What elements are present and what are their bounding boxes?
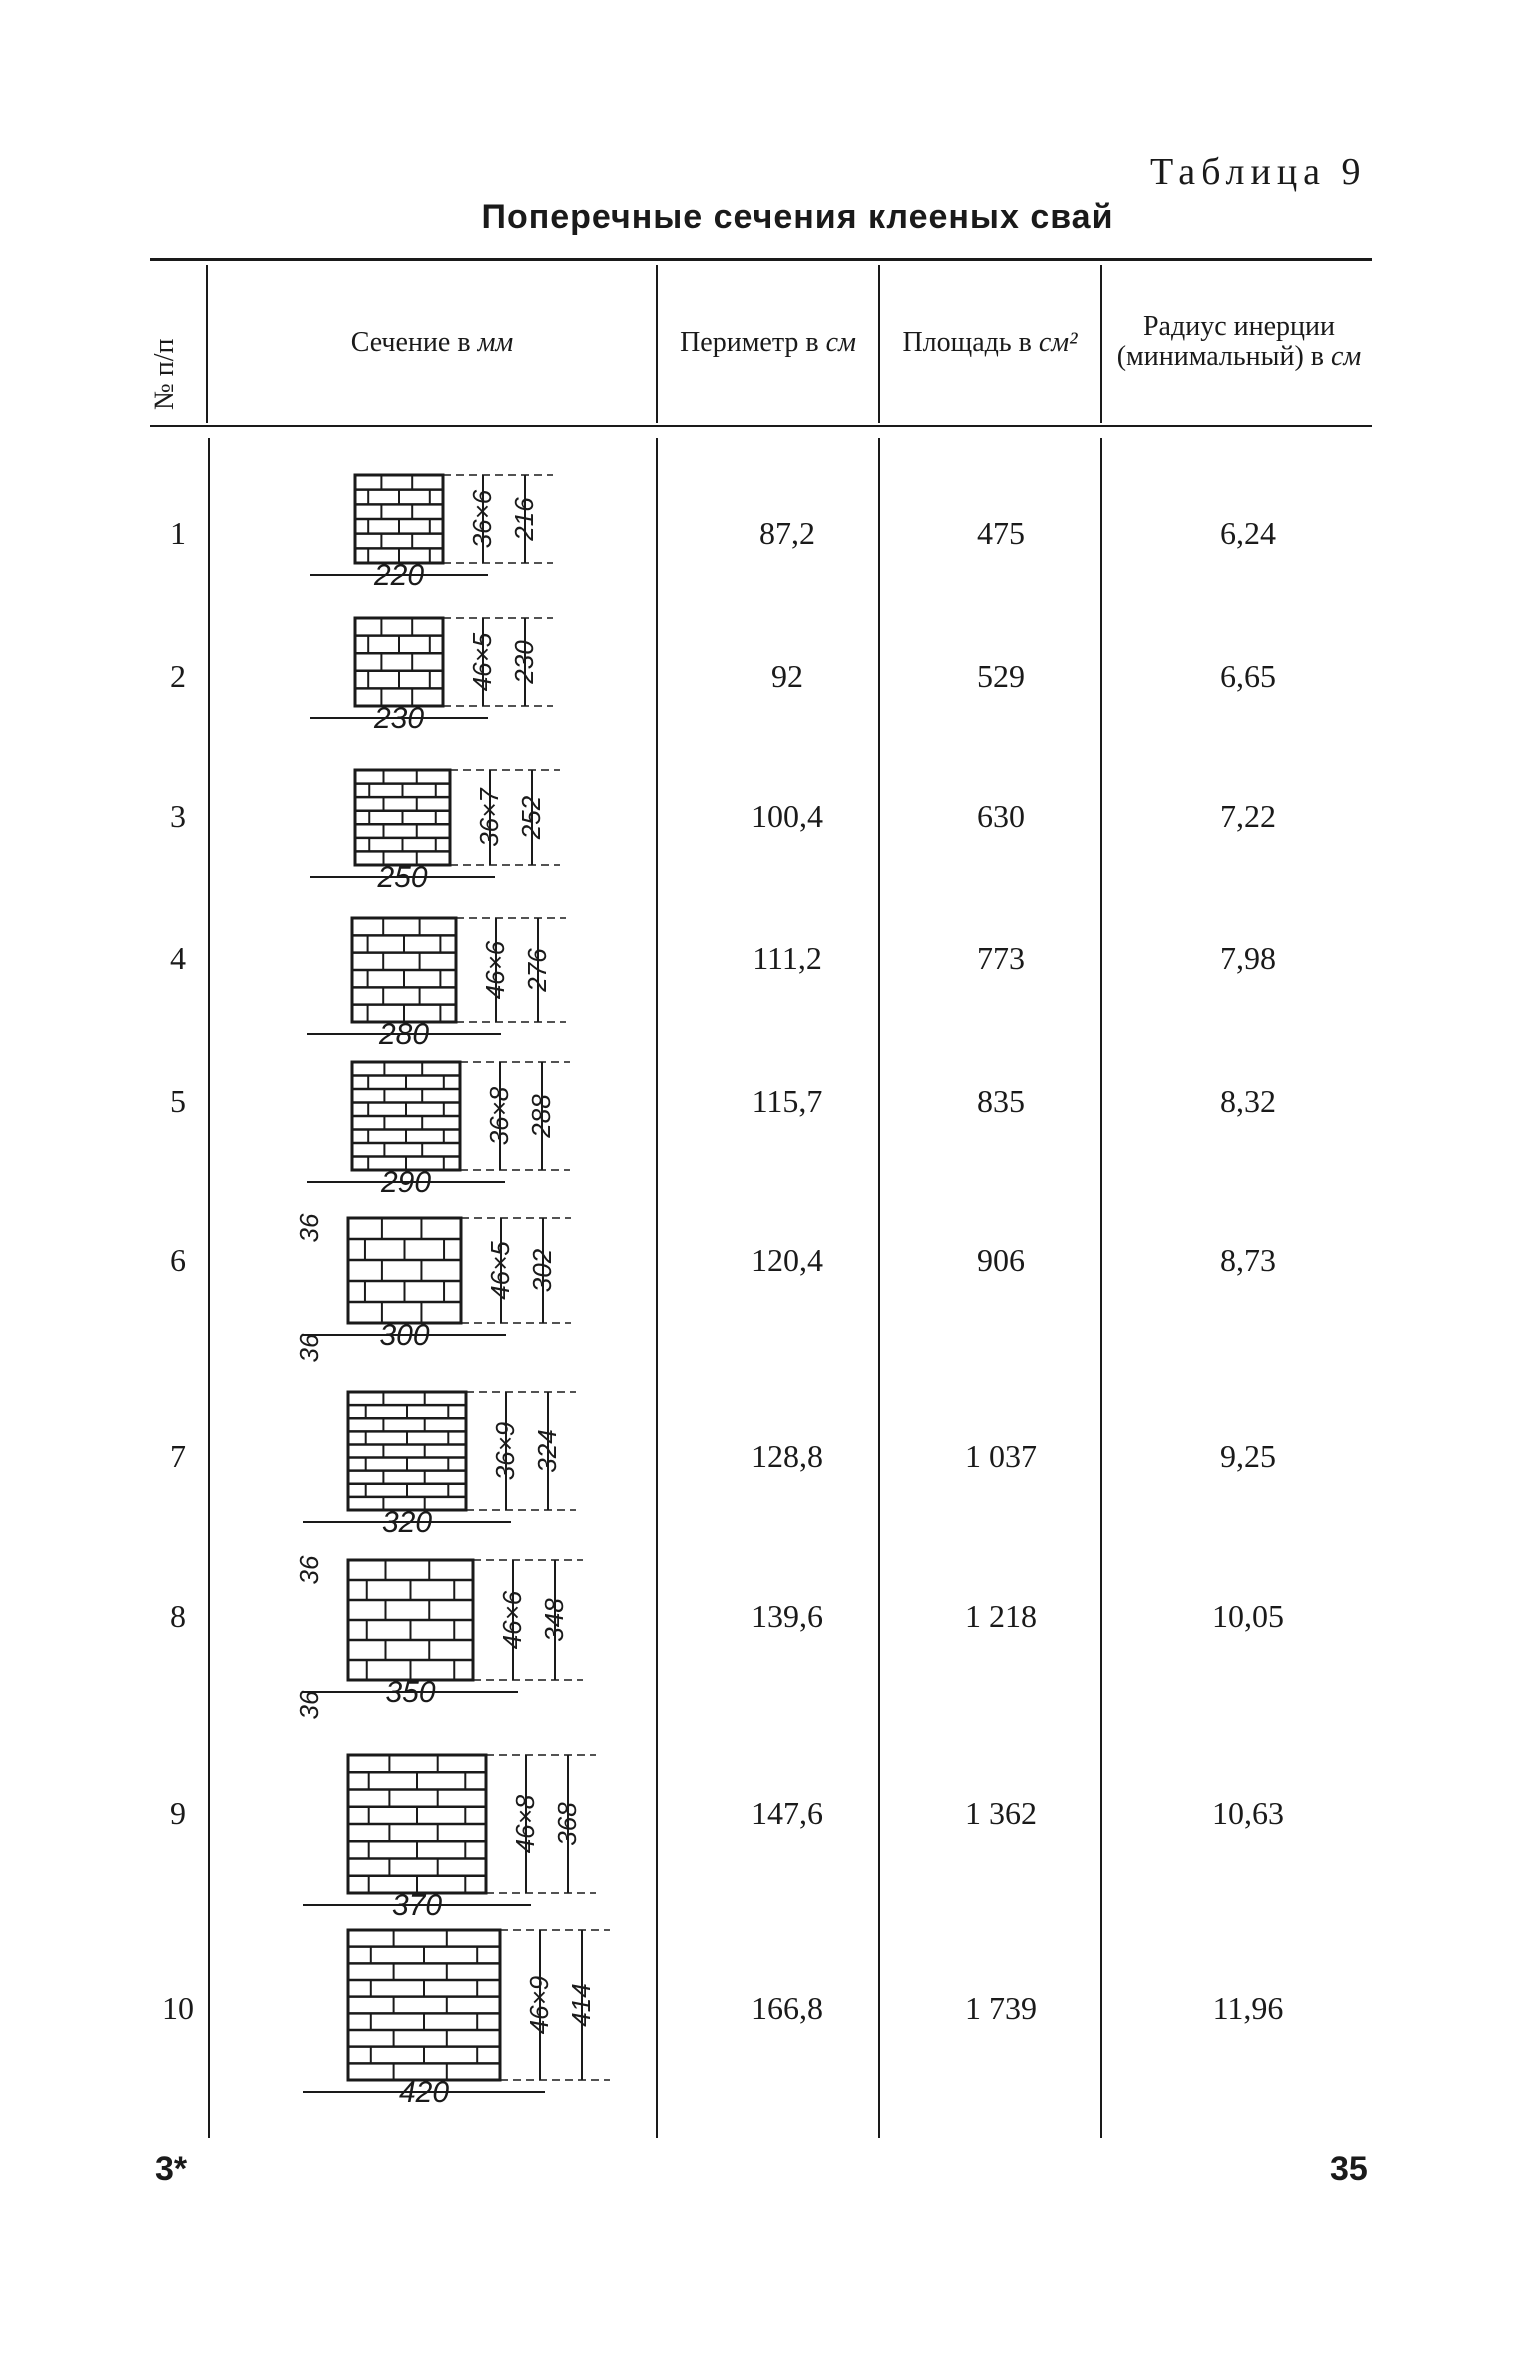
edge-dimension-label: 36 <box>294 1213 324 1243</box>
header-rule <box>150 425 1372 427</box>
header-radius: Радиус инерции (минимальный) в см <box>1116 311 1362 372</box>
row-10-radius: 11,96 <box>1212 1990 1284 2026</box>
width-label: 420 <box>398 2076 450 2109</box>
layers-label: 46×8 <box>510 1794 540 1854</box>
layers-label: 46×5 <box>467 632 497 692</box>
layers-label: 46×6 <box>480 940 510 1000</box>
row-8-area: 1 218 <box>965 1598 1037 1634</box>
row-10-n: 10 <box>162 1990 194 2026</box>
row-10-area: 1 739 <box>965 1990 1037 2026</box>
row-6-n: 6 <box>170 1242 186 1278</box>
height-label: 276 <box>522 948 552 992</box>
table-label: Таблица 9 <box>1150 151 1367 193</box>
row-9-n: 9 <box>170 1795 186 1831</box>
table-title: Поперечные сечения клееных свай <box>481 198 1114 236</box>
width-label: 320 <box>381 1506 433 1539</box>
width-label: 250 <box>377 861 428 894</box>
width-label: 230 <box>373 702 425 735</box>
header-number: № п/п <box>149 338 180 410</box>
row-8-perimeter: 139,6 <box>751 1598 823 1634</box>
row-9-area: 1 362 <box>965 1795 1037 1831</box>
row-4-perimeter: 111,2 <box>752 940 822 976</box>
row-9-perimeter: 147,6 <box>751 1795 823 1831</box>
width-label: 290 <box>380 1166 432 1199</box>
row-5-radius: 8,32 <box>1220 1083 1276 1119</box>
row-1-perimeter: 87,2 <box>759 515 815 551</box>
row-6-area: 906 <box>977 1242 1025 1278</box>
row-6-perimeter: 120,4 <box>751 1242 823 1278</box>
section-outline <box>348 1218 461 1323</box>
height-label: 216 <box>509 497 539 541</box>
row-3-perimeter: 100,4 <box>751 798 823 834</box>
column-separator <box>1100 438 1102 2138</box>
row-7-radius: 9,25 <box>1220 1438 1276 1474</box>
row-2-radius: 6,65 <box>1220 658 1276 694</box>
row-9-radius: 10,63 <box>1212 1795 1284 1831</box>
row-3-radius: 7,22 <box>1220 798 1276 834</box>
row-10-perimeter: 166,8 <box>751 1990 823 2026</box>
header-area: Площадь в см² <box>902 327 1078 358</box>
edge-dimension-label: 36 <box>294 1690 324 1720</box>
row-7-area: 1 037 <box>965 1438 1037 1474</box>
row-6-radius: 8,73 <box>1220 1242 1276 1278</box>
width-label: 350 <box>385 1676 436 1709</box>
layers-label: 46×9 <box>524 1975 554 2035</box>
layers-label: 36×8 <box>484 1086 514 1146</box>
row-1-radius: 6,24 <box>1220 515 1276 551</box>
height-label: 252 <box>516 795 546 840</box>
edge-dimension-label: 36 <box>294 1555 324 1585</box>
width-label: 300 <box>379 1319 430 1352</box>
height-label: 414 <box>566 1983 596 2027</box>
row-4-n: 4 <box>170 940 186 976</box>
row-2-perimeter: 92 <box>771 658 803 694</box>
height-label: 368 <box>552 1802 582 1846</box>
height-label: 302 <box>527 1248 557 1293</box>
row-8-n: 8 <box>170 1598 186 1634</box>
height-label: 324 <box>532 1429 562 1473</box>
row-2-n: 2 <box>170 658 186 694</box>
width-label: 220 <box>373 559 425 592</box>
row-5-perimeter: 115,7 <box>751 1083 823 1119</box>
row-7-perimeter: 128,8 <box>751 1438 823 1474</box>
column-separator <box>656 265 658 423</box>
column-separator <box>878 265 880 423</box>
layers-label: 36×6 <box>467 489 497 549</box>
width-label: 280 <box>378 1018 430 1051</box>
row-4-area: 773 <box>977 940 1025 976</box>
section-outline <box>355 618 443 706</box>
row-5-n: 5 <box>170 1083 186 1119</box>
top-rule <box>150 258 1372 261</box>
row-3-n: 3 <box>170 798 186 834</box>
row-7-n: 7 <box>170 1438 186 1474</box>
edge-dimension-label: 36 <box>294 1333 324 1363</box>
row-5-area: 835 <box>977 1083 1025 1119</box>
layers-label: 46×5 <box>485 1241 515 1300</box>
page-marker: 3* <box>155 2150 188 2188</box>
row-4-radius: 7,98 <box>1220 940 1276 976</box>
height-label: 348 <box>539 1598 569 1642</box>
header-perimeter: Периметр в см <box>680 327 856 358</box>
cross-section-drawings <box>280 450 650 2130</box>
height-label: 230 <box>509 640 539 684</box>
row-8-radius: 10,05 <box>1212 1598 1284 1634</box>
width-label: 370 <box>391 1889 443 1922</box>
row-2-area: 529 <box>977 658 1025 694</box>
column-separator <box>878 438 880 2138</box>
column-separator <box>206 265 208 423</box>
row-3-area: 630 <box>977 798 1025 834</box>
layers-label: 36×7 <box>474 788 504 847</box>
height-label: 288 <box>526 1094 556 1138</box>
column-separator <box>208 438 210 2138</box>
row-1-area: 475 <box>977 515 1025 551</box>
row-1-n: 1 <box>170 515 186 551</box>
layers-label: 46×6 <box>497 1590 527 1650</box>
column-separator <box>656 438 658 2138</box>
column-separator <box>1100 265 1102 423</box>
layers-label: 36×9 <box>490 1421 520 1481</box>
header-section: Сечение в мм <box>350 327 514 358</box>
page-number: 35 <box>1330 2150 1368 2188</box>
